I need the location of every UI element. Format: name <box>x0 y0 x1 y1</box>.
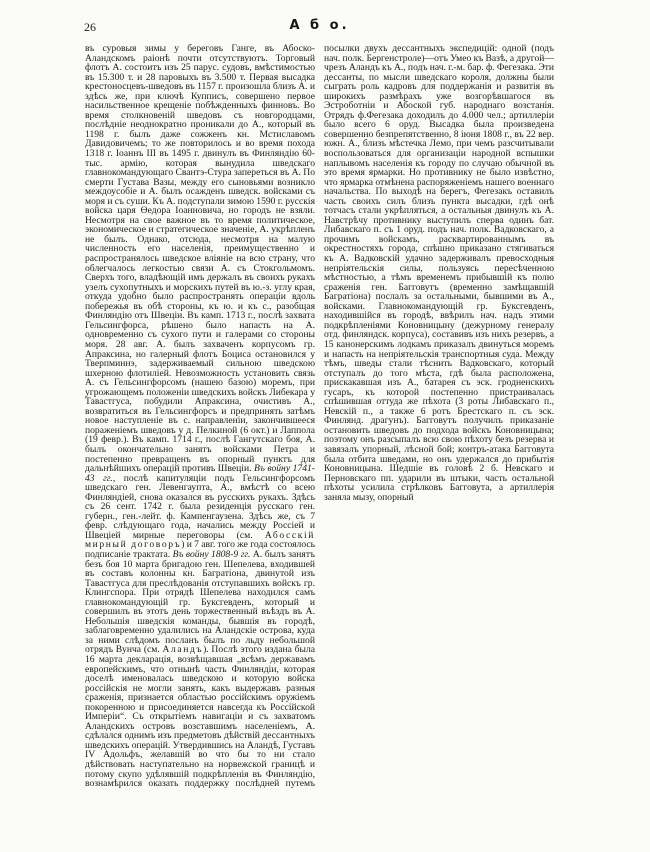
article-text-columns <box>85 44 554 794</box>
page-header-title: А б о. <box>289 18 350 33</box>
page-number: 26 <box>84 20 96 34</box>
text-segment-italic: Въ войну 1808-9 гг. <box>172 548 251 560</box>
text-segment-letterspaced: Абосскій мирный договоръ <box>85 529 315 551</box>
text-segment-italic: Въ войну 1741-43 гг., <box>85 463 315 484</box>
text-segment-letterspaced: Аландъ <box>162 644 204 656</box>
text-segment-regular: послѣ капитуляціи подъ Гельсингфорсомъ шведскаго ген. Левенгаупта, А., вмѣстѣ со всею Финляндіей, снова оказался въ русскихъ рукахъ. Здѣсь съ 26 сент. 1742 г. была резиденція русскаго ген. губерн., ген.-лейт. ф. Кампенгаузена. Здѣсь же, съ 7 февр. слѣдующаго года, начались между Россіей и Швеціей мирные переговоры (см. <box>85 472 315 541</box>
text-segment-regular: въ суровыя зимы у береговъ Ганге, въ Абоско-Аландскомъ раіонѣ почти отсутствуютъ. Торговый флотъ А. состоитъ изъ 25 парус. судовъ, вмѣстимостью въ 15.300 т. и 28 паровыхъ въ 3.500 т. Первая высадка крестоносцевъ-шведовъ въ 1157 г. произошла близъ А. и здѣсь же, при ключѣ Купписъ, совершено первое насильственное крещеніе побѣжденныхъ финновъ. Во время столкновеній шведовъ съ новгородцами, послѣдніе неоднократно проникали до А., который въ 1198 г. былъ даже сожженъ кн. Мстиславомъ Давидовичемъ; то же повторилось и во время похода 1318 г. Іоаннъ III въ 1495 г. двинулъ въ Финляндію 60-тыс. армію, которая вынудила шведскаго главнокомандующаго Свантэ-Стура запереться въ А. По смерти Густава Вазы, между его сыновьями возникло междоусобіе и А. былъ осажденъ шведск. войсками съ моря и съ суши. Къ А. подступали зимою 1590 г. русскія войска царя Ѳедора Іоанновича, но городъ не взяли. Несмотря на свое важное въ то время политическое, экономическое и стратегическое значеніе, А. укрѣпленъ не былъ. Однако, отсюда, несмотря на малую численность его населенія, преимущественно и распространялось шведское вліяніе на всю страну, что облегчалось легкостью связи А. съ Стокгольмомъ. Сверхъ того, владѣющій имъ держалъ въ своихъ рукахъ узелъ сухопутныхъ и морскихъ путей въ ю.-з. углу края, откуда удобно было распространять операціи вдоль побережья въ обѣ стороны, къ ю. и къ с., разобщая Финляндію отъ Швеціи. Въ камп. 1713 г., послѣ захвата Гельсингфорса, рѣшено было напасть на А. одновременно съ сухого пути и галерами со стороны моря. 28 авг. А. былъ захваченъ корпусомъ гр. Апраксина, но галерный флотъ Боциса остановился у Тверпминнэ, задерживаемый сильною шведскою шхерною флотиліей. Невозможность установить связь А. съ Гельсингфорсомъ (нашею базою) моремъ, при угрожающемъ положеніи шведскихъ войскъ Либекара у Тавастгуса, побудили Апраксина, очистивъ А., возвратиться въ Гельсингфорсъ и предпринять затѣмъ новое наступленіе въ с. направленіи, закончившееся пораженіемъ шведовъ у д. Пелкиной (6 окт.) и Лаппола (19 февр.). Въ камп. 1714 г., послѣ Гангутскаго боя, А. былъ окончательно занятъ войсками Петра и постепенно превращенъ въ опорный пунктъ для дальнѣйшихъ операцій противъ Швеціи. <box>85 44 315 475</box>
text-segment-regular: ). Послѣ этого издана была 16 марта декларація, возвѣщавшая „всѣмъ державамъ европейскимъ, что отнынѣ часть Финляндіи, которая доселѣ именовалась шведскою и которую войска россійскія не могли занять, какъ выдержавъ разныя сраженія, признается областью россійскимъ оружіемъ покоренною и присоединяется навсегда къ Россійской Имперіи“. Съ открытіемъ навигаціи и съ захватомъ Аландскихъ островъ возставшимъ населеніемъ, А. сдѣлался однимъ изъ предметовъ дѣйствій дессантныхъ шведскихъ операцій. Утвердившись на Аландѣ, Густавъ IV Адольфъ, желавшій во что бы то ни стало дѣйствовать наступательно на норвежской границѣ и потому скупо удѣлявшій подкрѣпленія въ Финляндію, вознамѣрился оказать поддержку послѣдней путемъ посылки двухъ дессантныхъ экспедицій: одной (подъ нач. полк. Бергенстроле)—отъ Умео къ Вазѣ, а другой—чрезъ Аландъ къ А., подъ нач. г.-м. бар. ф. Фегезака. Эти дессанты, по мысли шведскаго короля, должны были сыграть роль кадровъ для поддержанія и развитія въ широкихъ размѣрахъ уже возгорѣвшагося въ Эстроботніи и Абоской губ. народнаго возстанія. Отрядъ ф.Фегезака доходилъ до 4.000 чел.; артиллеріи было всего 6 оруд. Высадка была произведена совершенно безпрепятственно, 8 іюня 1808 г., въ 22 вер. южн. А., близъ мѣстечка Лемо, при чемъ разсчитывали воспользоваться для организаціи народной вспышки наплывомъ населенія къ городу по случаю обычной въ это время ярмарки. Но противнику не было извѣстно, что ярмарка отмѣнена распоряженіемъ нашего военнаго начальства. По выходѣ на берегъ, Фегезакъ оставилъ часть своихъ силъ близъ пункта высадки, гдѣ онѣ тотчасъ стали укрѣпляться, а остальныя двинулъ къ А. Навстрѣчу противнику выступилъ сперва одинъ бат. Либавскаго п. съ 1 оруд. подъ нач. полк. Вадковскаго, а прочимъ войскамъ, расквартированнымъ въ окрестностяхъ города, спѣшно приказано стягиваться къ А. Вадковскій удачно задерживалъ превосходныя непріятельскія силы, пользуясь пересѣченною мѣстностью, а тѣмъ временемъ прибывшій къ полю сраженія ген. Багговутъ (временно замѣщавшій Багратіона) послалъ за остальными, бывшими въ А., войсками. Главнокомандующій гр. Буксгевденъ, находившійся въ городѣ, ввѣрилъ нач. надъ этими подкрѣпленіями Коновницыну (дежурному генералу отд. финляндск. корпуса), составивъ изъ нихъ резервъ, а 15 канонерскимъ лодкамъ приказалъ двинуться моремъ и напасть на непріятельскія транспортныя суда. Между тѣмъ, шведы стали тѣснить Вадковскаго, который отступалъ до того мѣста, гдѣ была расположена, прискакавшая изъ А., батарея съ эск. гродненскихъ гусаръ, къ которой постепенно пристраивалась спѣшившая оттуда же пѣхота (3 роты Либавскаго п., Невскій п., а также 6 ротъ Брестскаго п. съ эск. Финлянд. драгунъ). Багговутъ получилъ приказаніе остановить шведовъ до подхода войскъ Коновницына; поэтому онъ разсыпалъ всю свою пѣхоту безъ резерва и завязалъ упорный, лѣсной бой; контръ-атака Багговута была отбита шведами, но онъ удержался до прибытія Коновницына. Шедшіе въ головѣ 2 б. Невскаго и Перновскаго пп. ударили въ штыки, часть остальной пѣхоты усилила стрѣлковъ Багговута, а артиллерія заняла мызу, опорный <box>85 44 554 790</box>
text-segment-regular: А. былъ занятъ безъ боя 10 марта бригадою ген. Шепелева, входившей въ составъ колонны кн. Багратіона, двинутой изъ Тавастгуса для преслѣдованія отступавшихъ войскъ гр. Клингспора. При отрядѣ Шепелева находился самъ главнокомандующій гр. Буксгевденъ, который и совершилъ въ этотъ день торжественный въѣздъ въ А. Небольшія шведскія команды, бывшія въ городѣ, заблаговременно удалились на Аландскіе острова, куда за ними слѣдомъ посланъ былъ по льду небольшой отрядъ Вунча (см. <box>85 548 316 656</box>
text-segment-regular: ) и 7 авг. того же года состоялось подписаніе трактата. <box>85 539 315 560</box>
